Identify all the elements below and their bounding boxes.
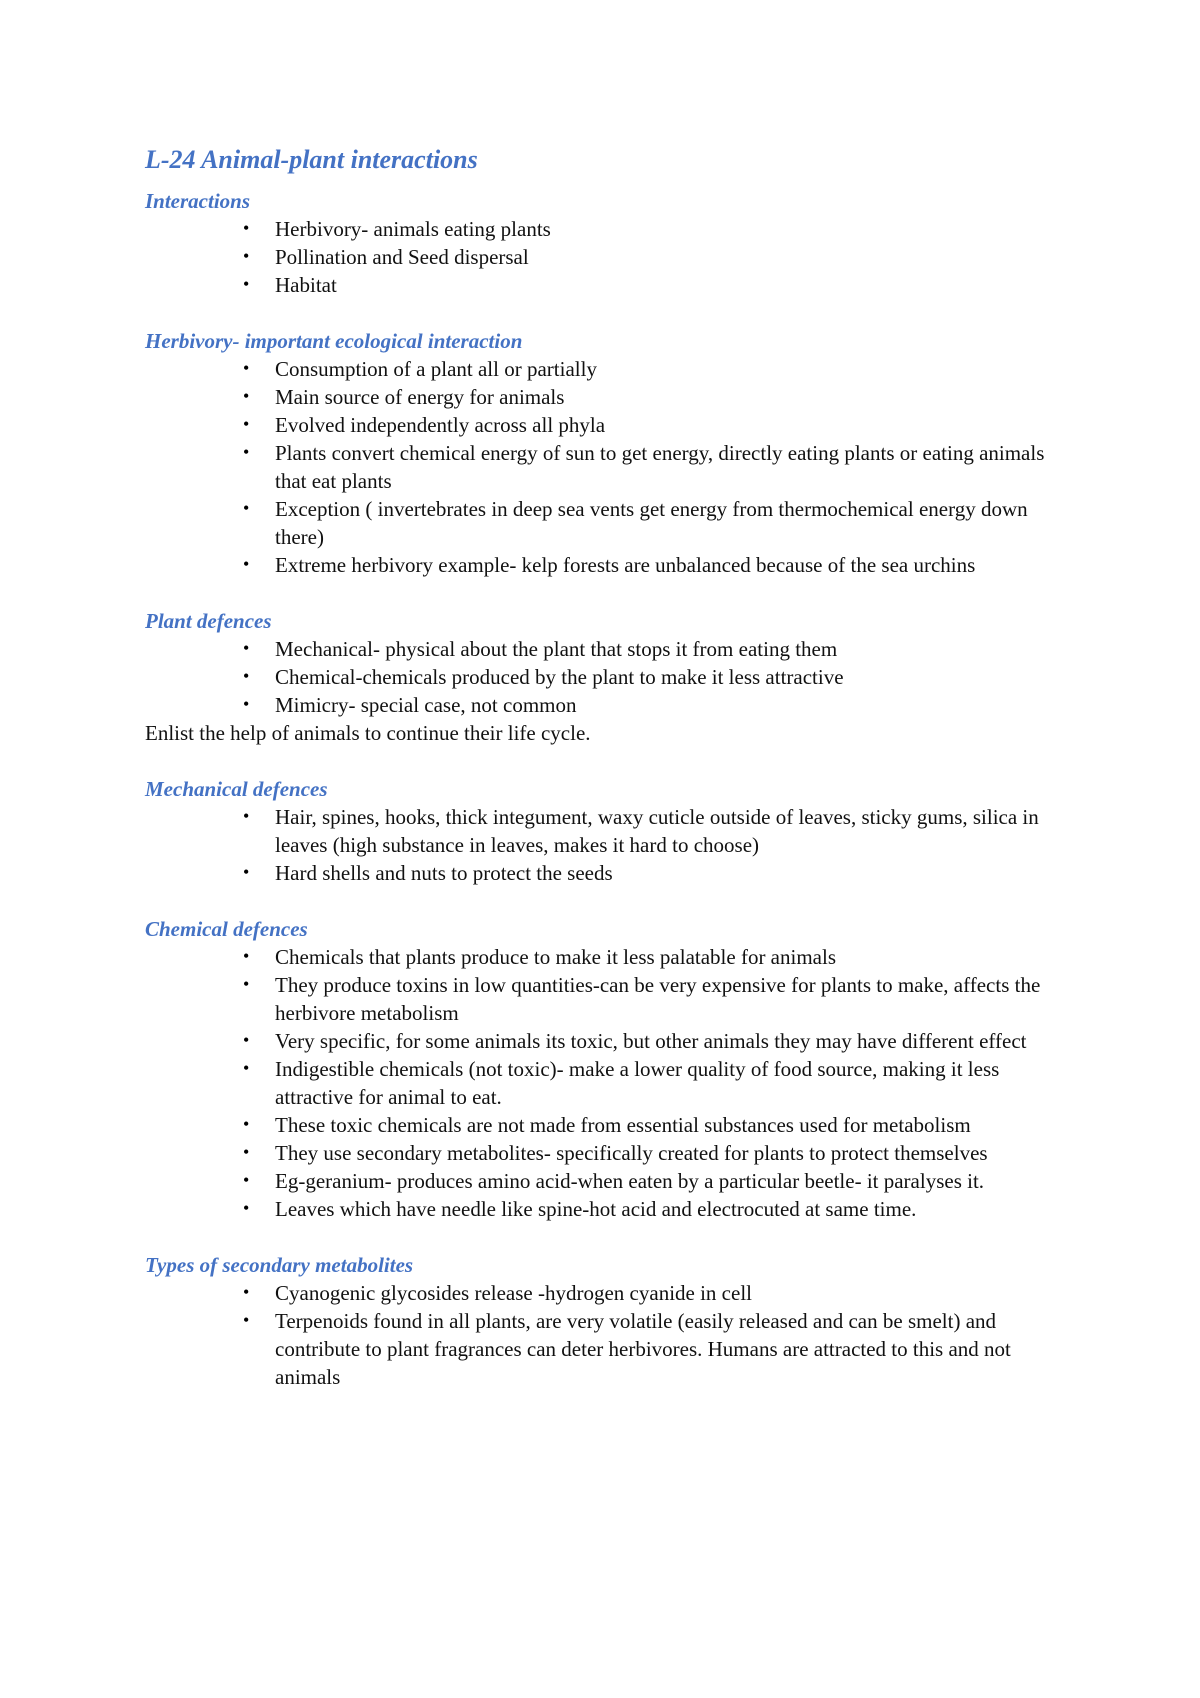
list-item xyxy=(243,271,1080,299)
bullet-icon: • xyxy=(243,1170,250,1190)
bullet-icon: • xyxy=(243,862,250,882)
list-item-text: Herbivory- animals eating plants xyxy=(275,217,551,241)
bullet-list xyxy=(145,803,1080,887)
list-item xyxy=(243,411,1080,439)
bullet-list xyxy=(145,355,1080,579)
list-item-text: Chemical-chemicals produced by the plant to make it less attractive xyxy=(275,665,844,689)
list-item xyxy=(243,243,1080,271)
list-item xyxy=(243,663,1080,691)
list-item xyxy=(243,1055,1080,1111)
list-item-text: Eg-geranium- produces amino acid-when eaten by a particular beetle- it paralyses it. xyxy=(275,1169,985,1193)
list-item-text: Very specific, for some animals its toxic, but other animals they may have different effect xyxy=(275,1029,1027,1053)
list-item-text: Cyanogenic glycosides release -hydrogen cyanide in cell xyxy=(275,1281,752,1305)
section-secondary-metabolites xyxy=(145,1251,1080,1391)
list-item xyxy=(243,383,1080,411)
list-item xyxy=(243,439,1080,495)
bullet-icon: • xyxy=(243,358,250,378)
section-chemical-defences xyxy=(145,915,1080,1223)
list-item-text: Extreme herbivory example- kelp forests are unbalanced because of the sea urchins xyxy=(275,553,976,577)
list-item xyxy=(243,1027,1080,1055)
list-item-text: Mechanical- physical about the plant that stops it from eating them xyxy=(275,637,838,661)
section-heading: Herbivory- important ecological interaction xyxy=(145,329,523,353)
bullet-icon: • xyxy=(243,554,250,574)
bullet-icon: • xyxy=(243,218,250,238)
bullet-list xyxy=(145,635,1080,719)
section-heading: Interactions xyxy=(145,189,251,213)
bullet-icon: • xyxy=(243,274,250,294)
bullet-icon: • xyxy=(243,638,250,658)
bullet-icon: • xyxy=(243,498,250,518)
list-item-text: Plants convert chemical energy of sun to get energy, directly eating plants or eating animals that eat plants xyxy=(275,441,1045,493)
section-mechanical-defences xyxy=(145,775,1080,887)
bullet-list xyxy=(145,1279,1080,1391)
section-plant-defences xyxy=(145,607,1080,747)
list-item xyxy=(243,1279,1080,1307)
list-item xyxy=(243,355,1080,383)
bullet-icon: • xyxy=(243,386,250,406)
bullet-icon: • xyxy=(243,694,250,714)
bullet-icon: • xyxy=(243,806,250,826)
list-item-text: Habitat xyxy=(275,273,337,297)
list-item xyxy=(243,803,1080,859)
list-item-text: Leaves which have needle like spine-hot acid and electrocuted at same time. xyxy=(275,1197,917,1221)
list-item-text: They produce toxins in low quantities-can be very expensive for plants to make, affects the herbivore metabolism xyxy=(275,973,1041,1025)
list-item-text: Hard shells and nuts to protect the seeds xyxy=(275,861,613,885)
bullet-icon: • xyxy=(243,1310,250,1330)
list-item xyxy=(243,691,1080,719)
list-item xyxy=(243,859,1080,887)
bullet-icon: • xyxy=(243,1142,250,1162)
section-heading: Mechanical defences xyxy=(145,777,328,801)
list-item-text: Consumption of a plant all or partially xyxy=(275,357,597,381)
list-item xyxy=(243,635,1080,663)
section-heading: Chemical defences xyxy=(145,917,308,941)
list-item xyxy=(243,215,1080,243)
bullet-icon: • xyxy=(243,414,250,434)
section-heading: Plant defences xyxy=(145,609,272,633)
bullet-icon: • xyxy=(243,1114,250,1134)
list-item xyxy=(243,551,1080,579)
document-title: L-24 Animal-plant interactions xyxy=(145,145,478,174)
list-item xyxy=(243,1111,1080,1139)
bullet-icon: • xyxy=(243,442,250,462)
bullet-icon: • xyxy=(243,1058,250,1078)
list-item xyxy=(243,1167,1080,1195)
paragraph-text: Enlist the help of animals to continue their life cycle. xyxy=(145,721,591,745)
list-item xyxy=(243,971,1080,1027)
bullet-icon: • xyxy=(243,1030,250,1050)
bullet-icon: • xyxy=(243,666,250,686)
list-item-text: Evolved independently across all phyla xyxy=(275,413,606,437)
list-item-text: Chemicals that plants produce to make it less palatable for animals xyxy=(275,945,837,969)
list-item-text: Terpenoids found in all plants, are very volatile (easily released and can be smelt) and contribute to plant fragrances can deter herbivores. Humans are attracted to this and not animals xyxy=(275,1309,1011,1389)
list-item xyxy=(243,1139,1080,1167)
section-interactions xyxy=(145,187,1080,299)
bullet-icon: • xyxy=(243,974,250,994)
list-item xyxy=(243,943,1080,971)
bullet-icon: • xyxy=(243,1282,250,1302)
list-item xyxy=(243,1195,1080,1223)
list-item-text: They use secondary metabolites- specifically created for plants to protect themselves xyxy=(275,1141,988,1165)
list-item-text: Exception ( invertebrates in deep sea vents get energy from thermochemical energy down there) xyxy=(275,497,1028,549)
list-item-text: These toxic chemicals are not made from essential substances used for metabolism xyxy=(275,1113,971,1137)
list-item-text: Pollination and Seed dispersal xyxy=(275,245,529,269)
list-item xyxy=(243,495,1080,551)
bullet-icon: • xyxy=(243,246,250,266)
list-item-text: Indigestible chemicals (not toxic)- make a lower quality of food source, making it less attractive for animal to eat. xyxy=(275,1057,1000,1109)
bullet-list xyxy=(145,215,1080,299)
bullet-icon: • xyxy=(243,1198,250,1218)
list-item-text: Main source of energy for animals xyxy=(275,385,565,409)
bullet-list xyxy=(145,943,1080,1223)
bullet-icon: • xyxy=(243,946,250,966)
list-item-text: Hair, spines, hooks, thick integument, waxy cuticle outside of leaves, sticky gums, silica in leaves (high substance in leaves, makes it hard to choose) xyxy=(275,805,1039,857)
list-item-text: Mimicry- special case, not common xyxy=(275,693,577,717)
section-heading: Types of secondary metabolites xyxy=(145,1253,414,1277)
section-herbivory xyxy=(145,327,1080,579)
list-item xyxy=(243,1307,1080,1391)
